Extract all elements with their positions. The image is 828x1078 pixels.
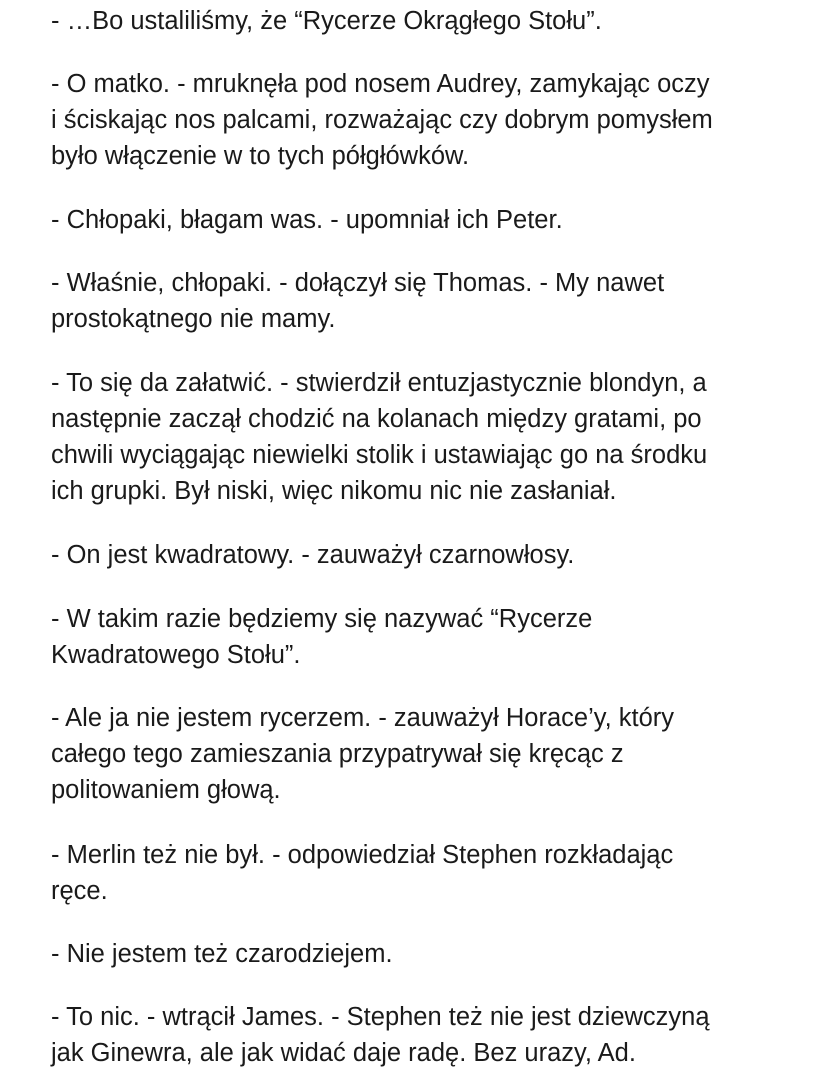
text-line: chwili wyciągając niewielki stolik i ustawiając go na środku [51, 441, 708, 469]
paragraph-5 [51, 365, 811, 509]
text-line: - Chłopaki, błagam was. - upomniał ich Peter. [51, 206, 563, 234]
text-line: było włączenie w to tych półgłówków. [51, 142, 470, 170]
paragraph-11 [51, 999, 811, 1071]
text-line: następnie zaczął chodzić na kolanach między gratami, po [51, 405, 702, 433]
text-line: - To nic. - wtrącił James. - Stephen też nie jest dziewczyną [51, 1003, 710, 1031]
paragraph-8 [51, 700, 811, 808]
text-line: - W takim razie będziemy się nazywać “Rycerze [51, 605, 593, 633]
paragraph-4 [51, 265, 811, 337]
paragraph-9 [51, 837, 811, 909]
text-line: - …Bo ustaliliśmy, że “Rycerze Okrągłego Stołu”. [51, 7, 602, 35]
text-line: ręce. [51, 877, 108, 905]
text-line: - On jest kwadratowy. - zauważył czarnowłosy. [51, 541, 575, 569]
text-line: jak Ginewra, ale jak widać daje radę. Bez urazy, Ad. [51, 1039, 636, 1067]
text-line: - Nie jestem też czarodziejem. [51, 940, 393, 968]
text-line: prostokątnego nie mamy. [51, 305, 336, 333]
text-line: - Merlin też nie był. - odpowiedział Stephen rozkładając [51, 841, 674, 869]
paragraph-6 [51, 537, 811, 573]
text-line: całego tego zamieszania przypatrywał się kręcąc z [51, 740, 624, 768]
paragraph-2 [51, 66, 811, 174]
text-line: ich grupki. Był niski, więc nikomu nic nie zasłaniał. [51, 477, 617, 505]
text-line: i ściskając nos palcami, rozważając czy dobrym pomysłem [51, 106, 713, 134]
text-line: - To się da załatwić. - stwierdził entuzjastycznie blondyn, a [51, 369, 707, 397]
paragraph-1 [51, 3, 811, 39]
paragraph-7 [51, 601, 811, 673]
paragraph-10 [51, 936, 811, 972]
text-line: - Ale ja nie jestem rycerzem. - zauważył Horace’y, który [51, 704, 675, 732]
text-line: - O matko. - mruknęła pod nosem Audrey, zamykając oczy [51, 70, 710, 98]
text-line: Kwadratowego Stołu”. [51, 641, 301, 669]
text-line: politowaniem głową. [51, 776, 281, 804]
paragraph-3 [51, 202, 811, 238]
text-line: - Właśnie, chłopaki. - dołączył się Thomas. - My nawet [51, 269, 665, 297]
